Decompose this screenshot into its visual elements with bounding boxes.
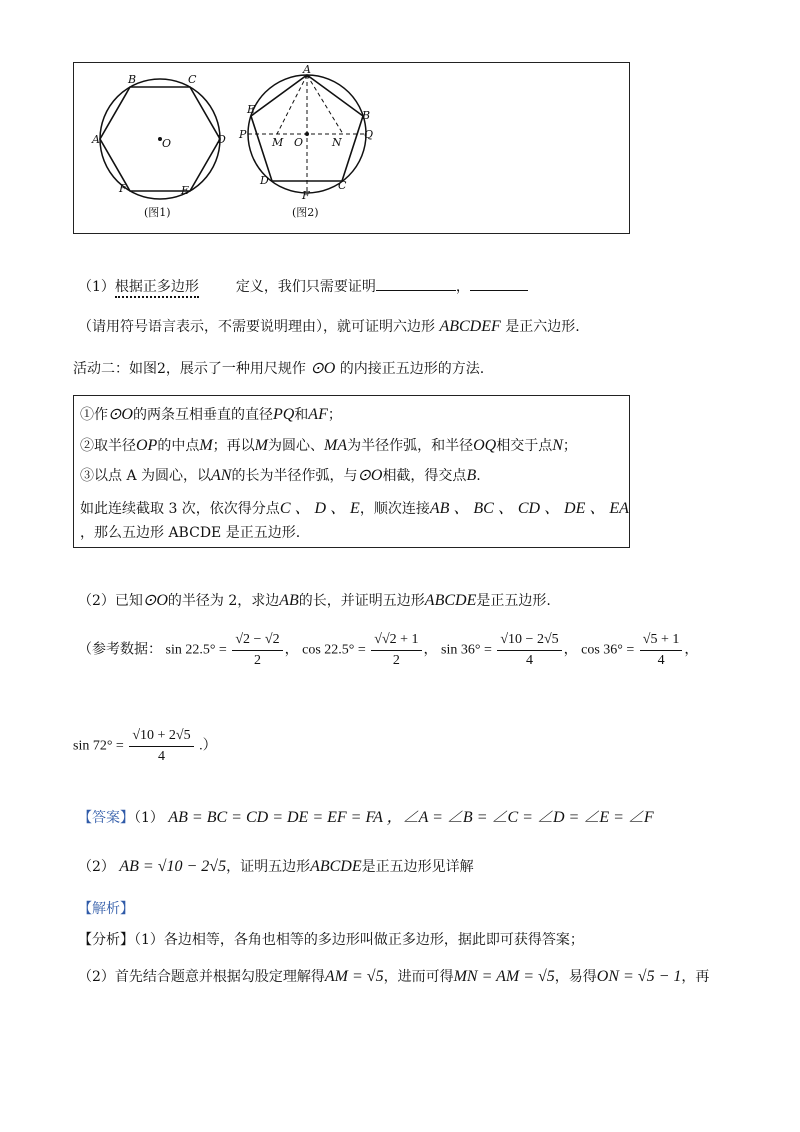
ref-sin72: sin 72° = <box>73 738 124 754</box>
analysis-fenxi-text: 【分析】（1）各边相等，各角也相等的多边形叫做正多边形，据此即可获得答案； <box>78 932 584 948</box>
step1-text-a: ①作 <box>80 407 108 423</box>
figure-2 <box>238 63 373 219</box>
step2-m2: M <box>254 437 268 454</box>
q1-end: 是正六边形. <box>505 319 580 335</box>
answer-1-math: AB = BC = CD = DE = EF = FA ，∠A = ∠B = ∠C = ∠D = ∠E = ∠F <box>168 809 654 826</box>
circle-o-symbol: ⊙O <box>310 360 336 377</box>
ref-sin225-den: 2 <box>253 653 261 668</box>
fig2-label-p: P <box>239 128 247 141</box>
answer-blank-2[interactable] <box>470 276 528 291</box>
step4-segments: AB 、 BC 、 CD 、 DE 、 EA <box>429 500 629 517</box>
ref-prefix: （参考数据： <box>78 642 162 658</box>
ref-sin72-frac <box>129 728 193 765</box>
ref-cos36-den: 4 <box>657 653 665 668</box>
answer-2-prefix: （2） <box>78 859 115 875</box>
step3-an: AN <box>211 467 232 484</box>
fig2-label-a: A <box>303 63 311 76</box>
fig2-label-q: Q <box>364 128 374 141</box>
ref-sin36-num: √10 − 2√5 <box>497 632 561 651</box>
step4-text-b: ，顺次连接 <box>359 501 430 517</box>
step5-text: ，那么五边形 ABCDE 是正五边形. <box>80 525 301 541</box>
answer-blank-1[interactable] <box>376 276 456 291</box>
activity-2-intro <box>73 358 484 378</box>
activity2-text-a: 活动二：如图2，展示了一种用尺规作 <box>73 361 306 377</box>
answer-2-rest: ，证明五边形 <box>226 859 311 875</box>
step2-text-a: ②取半径 <box>80 438 136 454</box>
q2-pentagon-name: ABCDE <box>424 592 477 609</box>
step2-text-c: ；再以 <box>212 438 255 454</box>
q2-text-c: 的长，并证明五边形 <box>298 593 425 609</box>
q2-text-a: （2）已知 <box>78 593 143 609</box>
q2-text-b: 的半径为 2，求边 <box>167 593 280 609</box>
q1-mid: 定义，我们只需要证明 <box>235 279 376 295</box>
step-4 <box>80 495 629 518</box>
answer-tag: 【答案】 <box>78 810 134 826</box>
step2-text-f: 相交于点 <box>496 438 553 454</box>
analysis-line-2 <box>78 966 709 986</box>
ref-sin36: sin 36° = <box>441 642 492 658</box>
analysis-fenxi <box>78 929 584 949</box>
step4-text-a: 如此连续截取 3 次，依次得分点 <box>80 501 280 517</box>
step2-ma: MA <box>323 437 348 454</box>
hexagon-name: ABCDEF <box>439 318 501 335</box>
step4-points: C 、 D 、 E <box>279 500 360 517</box>
q1-suffix: （请用符号语言表示，不需要说明理由），就可证明六边形 <box>78 319 435 335</box>
activity2-text-b: 的内接正五边形的方法. <box>339 361 485 377</box>
step-5 <box>80 522 300 542</box>
ref-sin36-frac <box>497 632 561 669</box>
analysis-tag: 【解析】 <box>78 901 134 917</box>
ref-comma-3: ， <box>563 642 578 658</box>
ref-sin225: sin 22.5° = <box>165 642 227 658</box>
answer-1-prefix: （1） <box>134 810 164 826</box>
step1-text-b: 的两条互相垂直的直径 <box>132 407 273 423</box>
step3-text-a: ③以点 A 为圆心，以 <box>80 468 212 484</box>
answer-line-1 <box>78 804 654 827</box>
analysis-l2-d: ，再 <box>681 969 710 985</box>
step3-circle: ⊙O <box>357 467 383 484</box>
ref-end: .） <box>199 738 217 754</box>
step2-n: N <box>552 437 563 454</box>
question-1-line <box>78 276 528 296</box>
step1-circle: ⊙O <box>108 406 133 423</box>
fig2-label-m: M <box>272 136 284 149</box>
step2-text-d: 为圆心、 <box>267 438 324 454</box>
question-2 <box>78 590 551 610</box>
fig1-caption: (图1) <box>144 206 171 219</box>
step2-text-g: ； <box>562 438 577 454</box>
ref-cos225-den: 2 <box>392 653 400 668</box>
reference-data-sin72 <box>73 728 217 765</box>
answer-line-2 <box>78 856 474 876</box>
fig1-label-f: F <box>119 182 127 195</box>
ref-cos36: cos 36° = <box>581 642 635 658</box>
figure-box <box>73 62 630 234</box>
step3-text-c: 相截，得交点 <box>382 468 467 484</box>
analysis-l2-a: （2）首先结合题意并根据勾股定理解得 <box>78 969 325 985</box>
step1-text-d: ； <box>327 407 342 423</box>
step2-text-e: 为半径作弧，和半径 <box>347 438 474 454</box>
ref-sin72-num: √10 + 2√5 <box>129 728 193 747</box>
ref-sin225-frac <box>232 632 282 669</box>
ref-comma-2: ， <box>423 642 438 658</box>
step3-point-b: B <box>466 467 477 484</box>
q1-dotted-text: 根据正多边形 <box>115 279 199 298</box>
ref-comma-4: ， <box>684 642 699 658</box>
ref-cos36-frac <box>640 632 683 669</box>
fig2-caption: (图2) <box>292 206 319 219</box>
fig2-label-c: C <box>338 179 347 192</box>
step2-op: OP <box>136 437 158 454</box>
step2-m: M <box>199 437 213 454</box>
ref-comma-1: ， <box>284 642 299 658</box>
step-2 <box>80 435 577 455</box>
step2-oq: OQ <box>473 437 497 454</box>
figure-1 <box>91 73 226 219</box>
step1-text-c: 和 <box>294 407 309 423</box>
ref-cos225: cos 22.5° = <box>302 642 366 658</box>
answer-2-end: 是正五边形见详解 <box>361 859 474 875</box>
analysis-mn: MN = AM = √5 <box>453 968 555 985</box>
analysis-on: ON = √5 − 1 <box>596 968 682 985</box>
q1-sep: ， <box>455 279 470 295</box>
ref-sin72-den: 4 <box>157 749 165 764</box>
step-1 <box>80 404 342 424</box>
analysis-am: AM = √5 <box>324 968 384 985</box>
fig1-label-d: D <box>217 133 226 146</box>
analysis-l2-c: ，易得 <box>554 969 597 985</box>
fig2-label-d: D <box>260 174 269 187</box>
q1-prefix: （1） <box>78 279 115 295</box>
ref-cos36-num: √5 + 1 <box>640 632 683 651</box>
reference-data-line <box>78 632 698 669</box>
fig2-label-f: F <box>302 189 310 202</box>
q2-text-d: 是正五边形. <box>476 593 551 609</box>
step1-pq: PQ <box>272 406 295 423</box>
step3-text-b: 的长为半径作弧，与 <box>231 468 358 484</box>
answer-2-pentagon: ABCDE <box>310 858 362 875</box>
fig1-label-b: B <box>128 73 137 86</box>
question-1-continuation <box>78 316 580 336</box>
ref-sin225-num: √2 − √2 <box>232 632 282 651</box>
fig2-label-o: O <box>294 136 304 149</box>
step-3 <box>80 465 481 485</box>
fig1-label-e: E <box>181 184 190 197</box>
fig1-label-c: C <box>188 73 197 86</box>
step3-text-d: . <box>476 468 481 484</box>
step1-af: AF <box>308 406 328 423</box>
step2-text-b: 的中点 <box>157 438 200 454</box>
fig2-label-b: B <box>362 109 371 122</box>
fig1-label-a: A <box>92 133 100 146</box>
answer-2-math: AB = √10 − 2√5 <box>119 858 227 875</box>
q2-ab: AB <box>279 592 299 609</box>
ref-sin36-den: 4 <box>526 653 533 668</box>
fig1-label-o: O <box>162 137 172 150</box>
geometry-figures <box>74 63 631 235</box>
ref-cos225-frac <box>371 632 421 669</box>
ref-cos225-num: √√2 + 1 <box>371 632 421 651</box>
fig2-label-n: N <box>332 136 342 149</box>
fig2-label-e: E <box>247 103 256 116</box>
q2-circle: ⊙O <box>142 592 168 609</box>
analysis-l2-b: ，进而可得 <box>383 969 454 985</box>
